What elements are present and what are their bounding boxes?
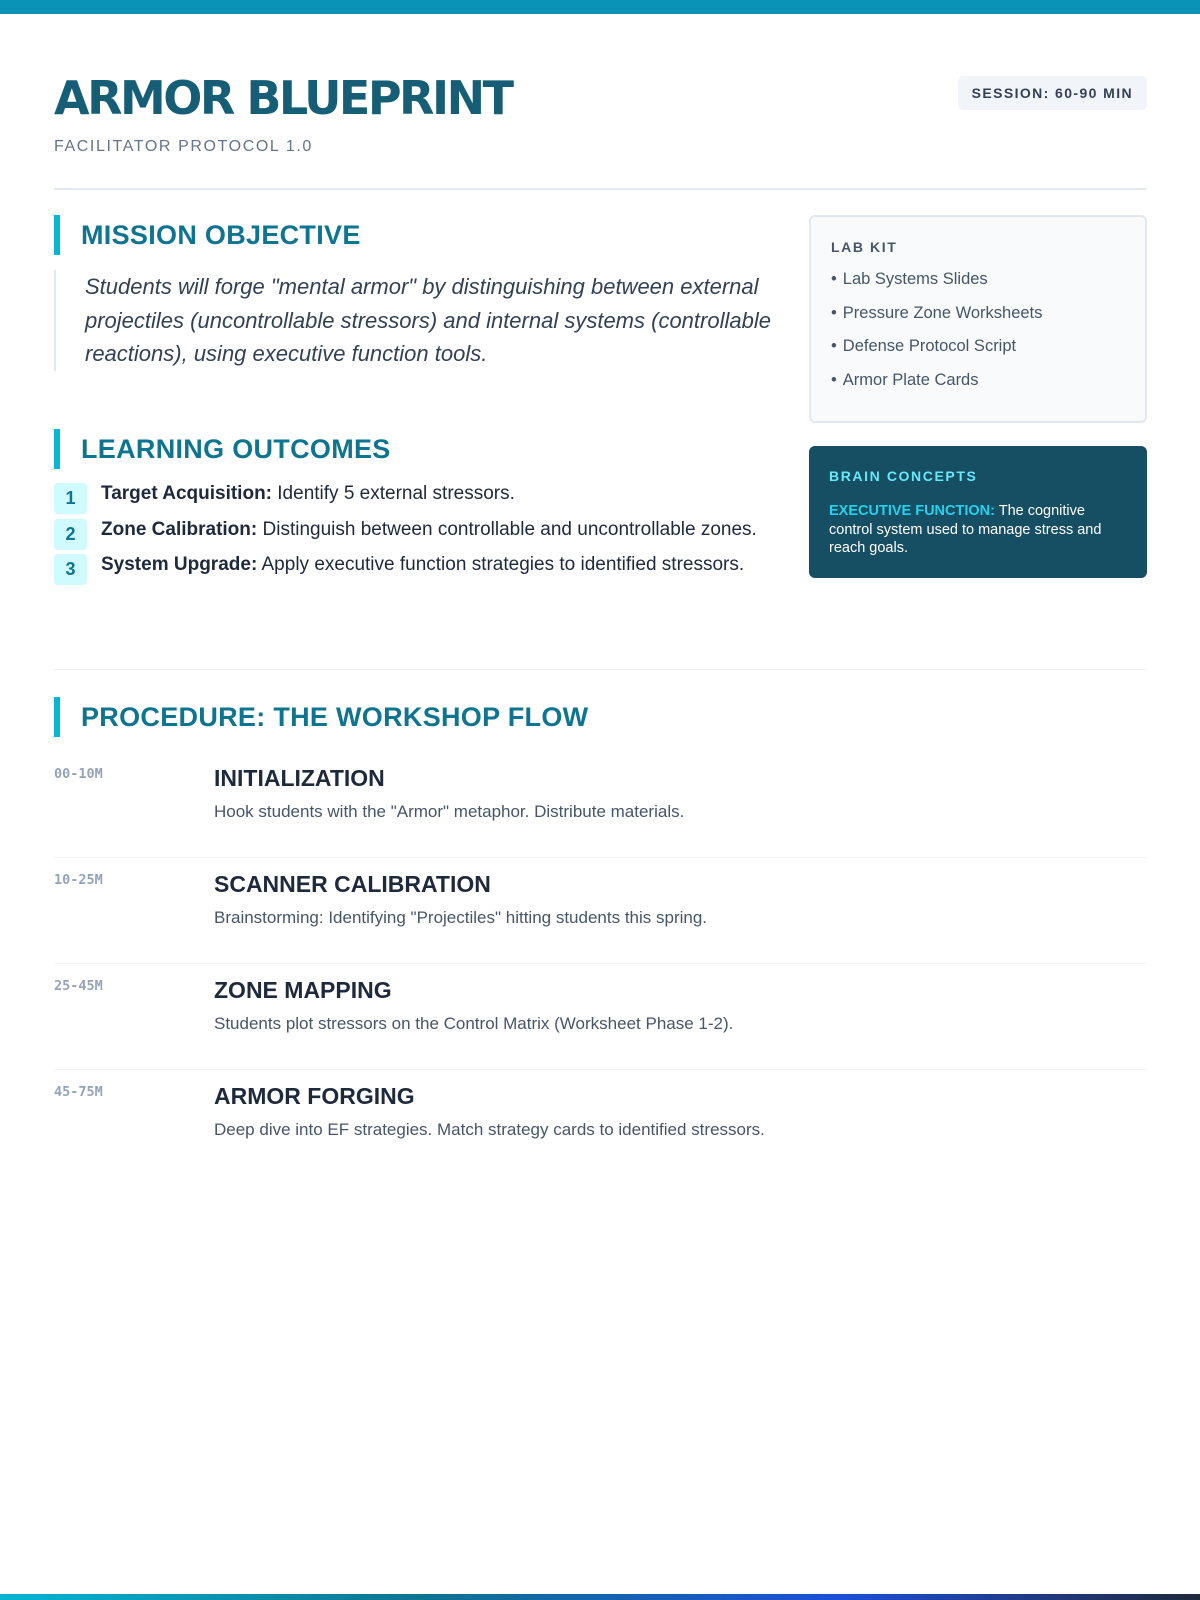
step-name: ZONE MAPPING [214, 977, 392, 1003]
page-subtitle: FACILITATOR PROTOCOL 1.0 [54, 138, 313, 155]
outcome-label: Zone Calibration: [101, 518, 258, 540]
procedure-step [54, 964, 1147, 1070]
lab-kit-title: LAB KIT [831, 239, 898, 255]
step-time: 10-25M [54, 872, 103, 888]
procedure-step [54, 858, 1147, 964]
outcome-number: 2 [54, 519, 87, 550]
brain-concepts-card [809, 446, 1147, 578]
procedure-step [54, 752, 1147, 858]
brain-concepts-title: BRAIN CONCEPTS [829, 468, 978, 484]
step-time: 00-10M [54, 766, 103, 782]
outcome-item [54, 552, 769, 579]
step-name: ARMOR FORGING [214, 1083, 415, 1109]
outcome-item [54, 517, 769, 544]
brain-concept-term: EXECUTIVE FUNCTION: [829, 503, 995, 519]
outcome-label: System Upgrade: [101, 554, 258, 575]
outcome-label: Target Acquisition: [101, 483, 272, 504]
learning-outcomes-list [54, 481, 769, 588]
section-divider [54, 669, 1147, 670]
bottom-accent-bar [0, 1594, 1200, 1600]
step-time: 45-75M [54, 1084, 103, 1100]
step-description: Deep dive into EF strategies. Match strategy cards to identified stressors. [214, 1120, 765, 1139]
outcome-number: 3 [54, 554, 87, 585]
session-badge: SESSION: 60-90 MIN [958, 76, 1147, 110]
outcome-text: Distinguish between controllable and uncontrollable zones. [257, 518, 757, 540]
mission-objective-text: Students will forge "mental armor" by distinguishing between external projectiles (uncontrollable stressors) and internal systems (controllable reactions), using executive function tools. [54, 270, 797, 371]
step-description: Students plot stressors on the Control Matrix (Worksheet Phase 1-2). [214, 1014, 734, 1033]
page-title: ARMOR BLUEPRINT [54, 71, 512, 125]
mission-objective-heading: MISSION OBJECTIVE [54, 215, 361, 255]
outcome-number: 1 [54, 483, 87, 514]
brain-concept-definition [829, 502, 1127, 558]
step-name: INITIALIZATION [214, 765, 385, 791]
outcome-item [54, 481, 769, 508]
page-header [54, 72, 1147, 190]
procedure-step [54, 1070, 1147, 1175]
learning-outcomes-heading: LEARNING OUTCOMES [54, 429, 391, 469]
top-accent-bar [0, 0, 1200, 14]
step-description: Brainstorming: Identifying "Projectiles" hitting students this spring. [214, 908, 708, 927]
procedure-heading: PROCEDURE: THE WORKSHOP FLOW [54, 697, 588, 737]
outcome-text: Identify 5 external stressors. [272, 483, 515, 504]
step-name: SCANNER CALIBRATION [214, 871, 491, 897]
lab-kit-item: • Pressure Zone Worksheets [831, 303, 1125, 323]
lab-kit-list [831, 269, 1125, 390]
lab-kit-item: • Armor Plate Cards [831, 370, 1125, 390]
step-description: Hook students with the "Armor" metaphor. Distribute materials. [214, 802, 685, 821]
outcome-text: Apply executive function strategies to identified stressors. [257, 554, 745, 575]
brain-concept-text: The cognitive control system used to manage stress and reach goals. [829, 503, 1102, 556]
lab-kit-item: • Lab Systems Slides [831, 269, 1125, 289]
step-time: 25-45M [54, 978, 103, 994]
lab-kit-item: • Defense Protocol Script [831, 336, 1125, 356]
procedure-steps [54, 752, 1147, 1175]
lab-kit-card [809, 215, 1147, 423]
